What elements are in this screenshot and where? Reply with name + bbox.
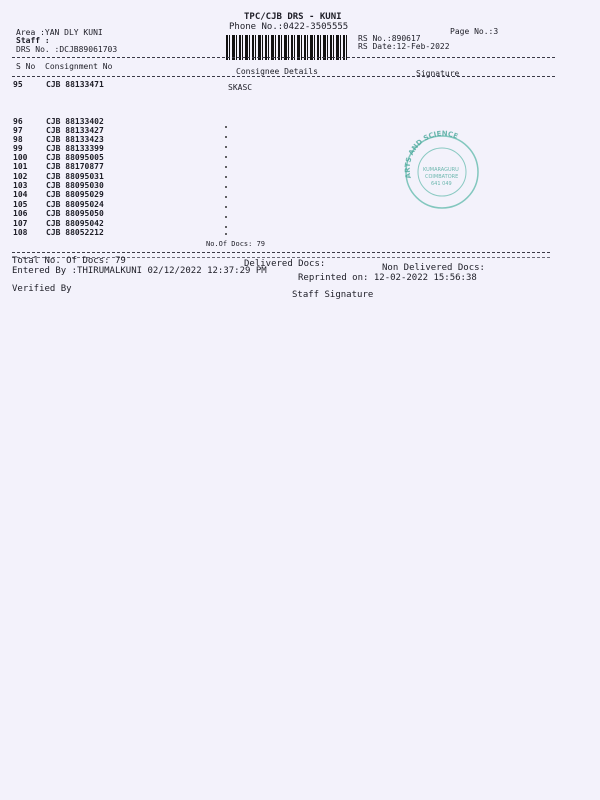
stamp-line2: COIMBATORE — [425, 174, 459, 180]
col-sno: S No — [16, 62, 36, 71]
page-number: Page No.:3 — [450, 27, 499, 36]
table-row — [13, 228, 153, 238]
row-consignment: CJB 88133427 — [46, 126, 104, 135]
consignee-dot — [225, 233, 227, 235]
row-sno: 95 — [13, 80, 23, 89]
no-of-docs-inline: No.Of Docs: 79 — [206, 240, 266, 248]
col-signature: Signature — [416, 69, 460, 78]
col-consignment: Consignment No — [45, 62, 113, 71]
row-sno: 96 — [13, 117, 23, 126]
delivered-docs: Delivered Docs: — [244, 259, 326, 269]
staff-label: Staff : — [16, 36, 50, 45]
row-consignment: CJB 88133471 — [46, 80, 104, 89]
row-sno: 100 — [13, 153, 28, 162]
row-consignment: CJB 88133423 — [46, 135, 104, 144]
row-consignment: CJB 88133402 — [46, 117, 104, 126]
row-sno: 97 — [13, 126, 23, 135]
header-bottom-rule — [12, 76, 555, 77]
stamp-arc-text: ARTS AND SCIENCE — [403, 130, 460, 180]
row-consignment: CJB 88095042 — [46, 219, 104, 228]
row-consignment: CJB 88133399 — [46, 144, 104, 153]
row-sno: 101 — [13, 162, 28, 171]
consignee-dot — [225, 156, 227, 158]
table-row — [13, 209, 153, 219]
verified-by: Verified By — [12, 284, 72, 294]
consignee-dot — [225, 196, 227, 198]
consignee-dot — [225, 176, 227, 178]
row-consignment: CJB 88095031 — [46, 172, 104, 181]
row-consignment: CJB 88095050 — [46, 209, 104, 218]
col-consignee: Consignee Details — [236, 67, 318, 76]
row-consignment: CJB 88095030 — [46, 181, 104, 190]
row-sno: 103 — [13, 181, 28, 190]
rs-number: RS No.:890617 — [358, 34, 421, 43]
entered-by: Entered By :THIRUMALKUNI 02/12/2022 12:37:29 PM — [12, 266, 267, 276]
area-label: Area :YAN DLY KUNI — [16, 28, 103, 37]
row-sno: 102 — [13, 172, 28, 181]
document-title: TPC/CJB DRS - KUNI — [244, 12, 342, 22]
rs-date: RS Date:12-Feb-2022 — [358, 42, 450, 51]
reprinted-on: Reprinted on: 12-02-2022 15:56:38 — [298, 273, 477, 283]
table-row — [13, 190, 153, 200]
consignee-dot — [225, 206, 227, 208]
consignee-dot — [225, 166, 227, 168]
row-sno: 107 — [13, 219, 28, 228]
consignee-dot — [225, 186, 227, 188]
consignee-dot — [225, 226, 227, 228]
consignee-dot — [225, 126, 227, 128]
total-docs: Total No. Of Docs: 79 — [12, 256, 126, 266]
row-sno: 106 — [13, 209, 28, 218]
row-sno: 98 — [13, 135, 23, 144]
row-consignment: CJB 88170877 — [46, 162, 104, 171]
row-sno: 108 — [13, 228, 28, 237]
stamp-icon — [397, 130, 487, 212]
row-consignment: CJB 88095024 — [46, 200, 104, 209]
row-sno: 105 — [13, 200, 28, 209]
institution-stamp — [397, 130, 487, 212]
row-sno: 104 — [13, 190, 28, 199]
consignee-dot — [225, 216, 227, 218]
consignee-dot — [225, 136, 227, 138]
table-row — [13, 162, 153, 172]
staff-signature: Staff Signature — [292, 290, 374, 300]
footer-top-rule — [12, 252, 550, 253]
stamp-line1: KUMARAGURU — [423, 167, 459, 173]
row-sno: 99 — [13, 144, 23, 153]
non-delivered-docs: Non Delivered Docs: — [382, 263, 485, 273]
row-consignment: CJB 88095005 — [46, 153, 104, 162]
table-row — [13, 80, 153, 90]
phone-number: Phone No.:0422-3505555 — [229, 22, 349, 32]
consignee-name: SKASC — [228, 83, 253, 92]
stamp-line3: 641 049 — [431, 181, 452, 187]
row-consignment: CJB 88052212 — [46, 228, 104, 237]
drs-number: DRS No. :DCJB89061703 — [16, 45, 118, 54]
consignee-dot — [225, 146, 227, 148]
header-top-rule — [12, 57, 555, 58]
row-consignment: CJB 88095029 — [46, 190, 104, 199]
